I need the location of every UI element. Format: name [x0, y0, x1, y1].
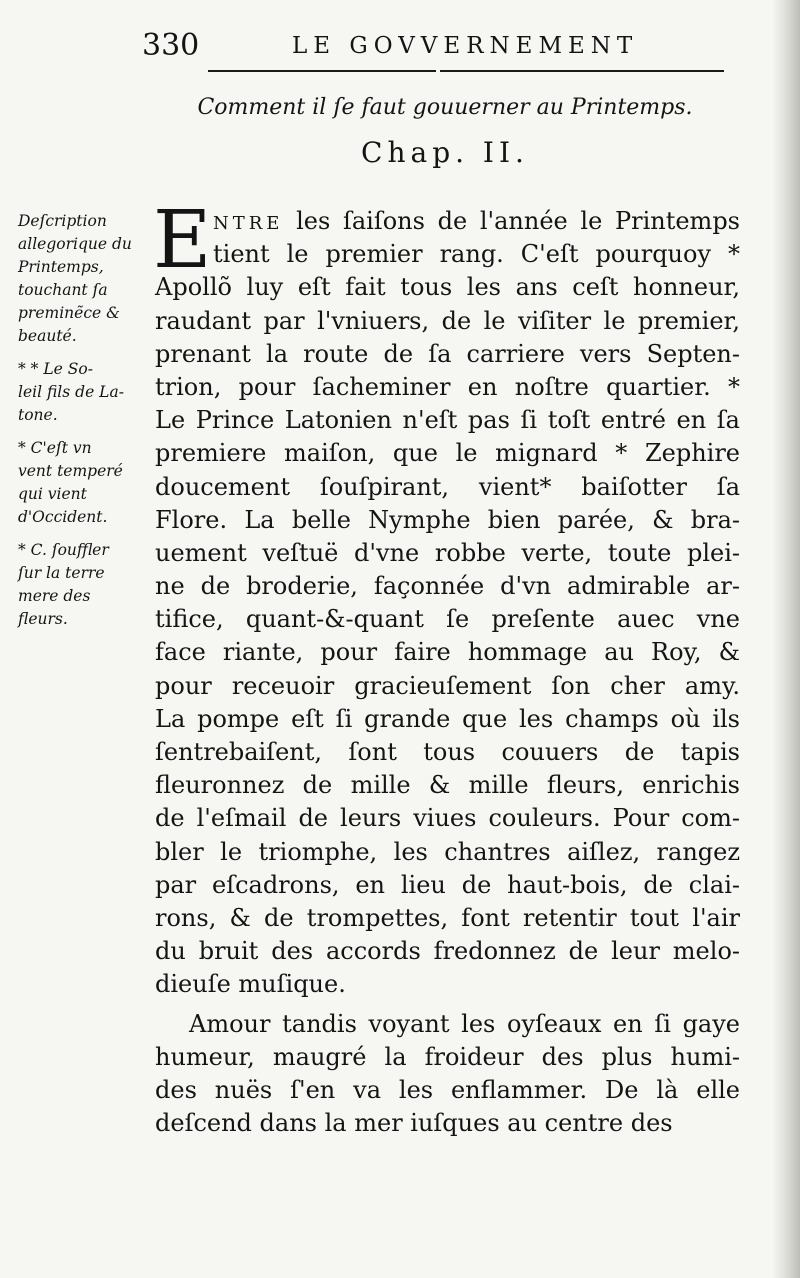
note-line: ſur la terre — [18, 564, 105, 582]
margin-note-description — [18, 210, 154, 348]
opening-lines — [153, 193, 740, 286]
text-line: bler le triomphe, les chantres aiſlez, rangez — [155, 837, 740, 866]
note-line: Printemps, — [18, 258, 104, 276]
text-line: des nuës ſ'en va les enflammer. De là elle — [155, 1075, 740, 1104]
note-line: Deſcription — [18, 212, 107, 230]
margin-notes — [18, 210, 154, 641]
body-text — [153, 193, 740, 1140]
text-line: ſentrebaiſent, ſont tous couuers de tapis — [155, 738, 740, 766]
text-line: Amour tandis voyant les oyſeaux en ſi gaye — [189, 1009, 740, 1038]
text-line — [155, 205, 740, 238]
note-line: mere des — [18, 587, 91, 605]
margin-note-soleil — [18, 358, 154, 427]
paragraph-2 — [155, 1008, 740, 1141]
text-line: prenant la route de ſa carriere vers Septen- — [155, 339, 740, 368]
first-word-smallcaps: NTRE — [213, 213, 284, 234]
note-line: leil fils de La- — [18, 383, 124, 401]
text-line: de l'eſmail de leurs viues couleurs. Pour com- — [155, 804, 740, 833]
note-line: preminẽce & — [18, 304, 120, 322]
text-line: raudant par l'vniuers, de le viſiter le premier, — [155, 306, 740, 335]
text-line: pour receuoir gracieuſement ſon cher amy. — [155, 671, 740, 700]
note-line: * C. ſouffler — [18, 541, 109, 559]
note-line: tone. — [18, 406, 58, 424]
drop-cap: E — [153, 193, 212, 286]
note-line: * * Le So- — [18, 360, 93, 378]
text-line: humeur, maugré la froideur des plus humi- — [155, 1042, 740, 1071]
text-line: deſcend dans la mer iuſques au centre des — [155, 1109, 673, 1138]
paragraph-1 — [155, 271, 740, 1001]
note-line: vent temperé — [18, 462, 123, 480]
page-header — [142, 28, 742, 68]
text-line: trion, pour ſacheminer en noſtre quartier. * — [155, 372, 740, 401]
text-line: Le Prince Latonien n'eſt pas ſi toſt entré en ſa — [155, 406, 740, 435]
chapter-subtitle: Comment il ſe faut gouuerner au Printemps. — [197, 95, 693, 120]
note-line: beauté. — [18, 327, 77, 345]
text-line: premiere maiſon, que le mignard * Zephire — [155, 439, 740, 468]
note-line: qui vient — [18, 485, 87, 503]
note-line: d'Occident. — [18, 508, 108, 526]
page-number: 330 — [142, 28, 200, 63]
text-line: tient le premier rang. C'eſt pourquoy * — [213, 240, 740, 269]
text-line: face riante, pour faire hommage au Roy, & — [155, 638, 740, 667]
note-line: fleurs. — [18, 610, 68, 628]
text-line: dieuſe muſique. — [155, 970, 346, 999]
text-line: Flore. La belle Nymphe bien parée, & bra- — [155, 505, 740, 534]
line-1-rest: les ſaiſons de l'année le Printemps — [296, 207, 740, 235]
margin-note-vent — [18, 437, 154, 529]
text-line: Apollõ luy eſt fait tous les ans ceſt honneur, — [155, 273, 740, 302]
header-rule-right — [440, 70, 724, 72]
margin-note-souffler — [18, 539, 154, 631]
text-line: uement veſtuë d'vne robbe verte, toute plei- — [155, 538, 740, 567]
text-line: doucement ſouſpirant, vient* baiſotter ſa — [155, 472, 740, 501]
text-line: La pompe eſt ſi grande que les champs où ils — [155, 704, 740, 733]
text-line: ne de broderie, façonnée d'vn admirable ar- — [155, 572, 740, 601]
text-line: par eſcadrons, en lieu de haut-bois, de clai- — [155, 870, 740, 899]
text-line: tifice, quant-&-quant ſe preſente auec vne — [155, 605, 740, 634]
note-line: * C'eſt vn — [18, 439, 92, 457]
text-line: du bruit des accords fredonnez de leur melo- — [155, 937, 740, 966]
page-edge — [772, 0, 800, 1278]
text-line: rons, & de trompettes, font retentir tout l'air — [155, 903, 740, 932]
text-line: fleuronnez de mille & mille fleurs, enrichis — [155, 771, 740, 800]
note-line: allegorique du — [18, 235, 132, 253]
header-rule-left — [208, 70, 436, 72]
chapter-heading: Chap. II. — [361, 136, 529, 169]
note-line: touchant ſa — [18, 281, 108, 299]
running-title: LE GOVVERNEMENT — [292, 33, 639, 59]
